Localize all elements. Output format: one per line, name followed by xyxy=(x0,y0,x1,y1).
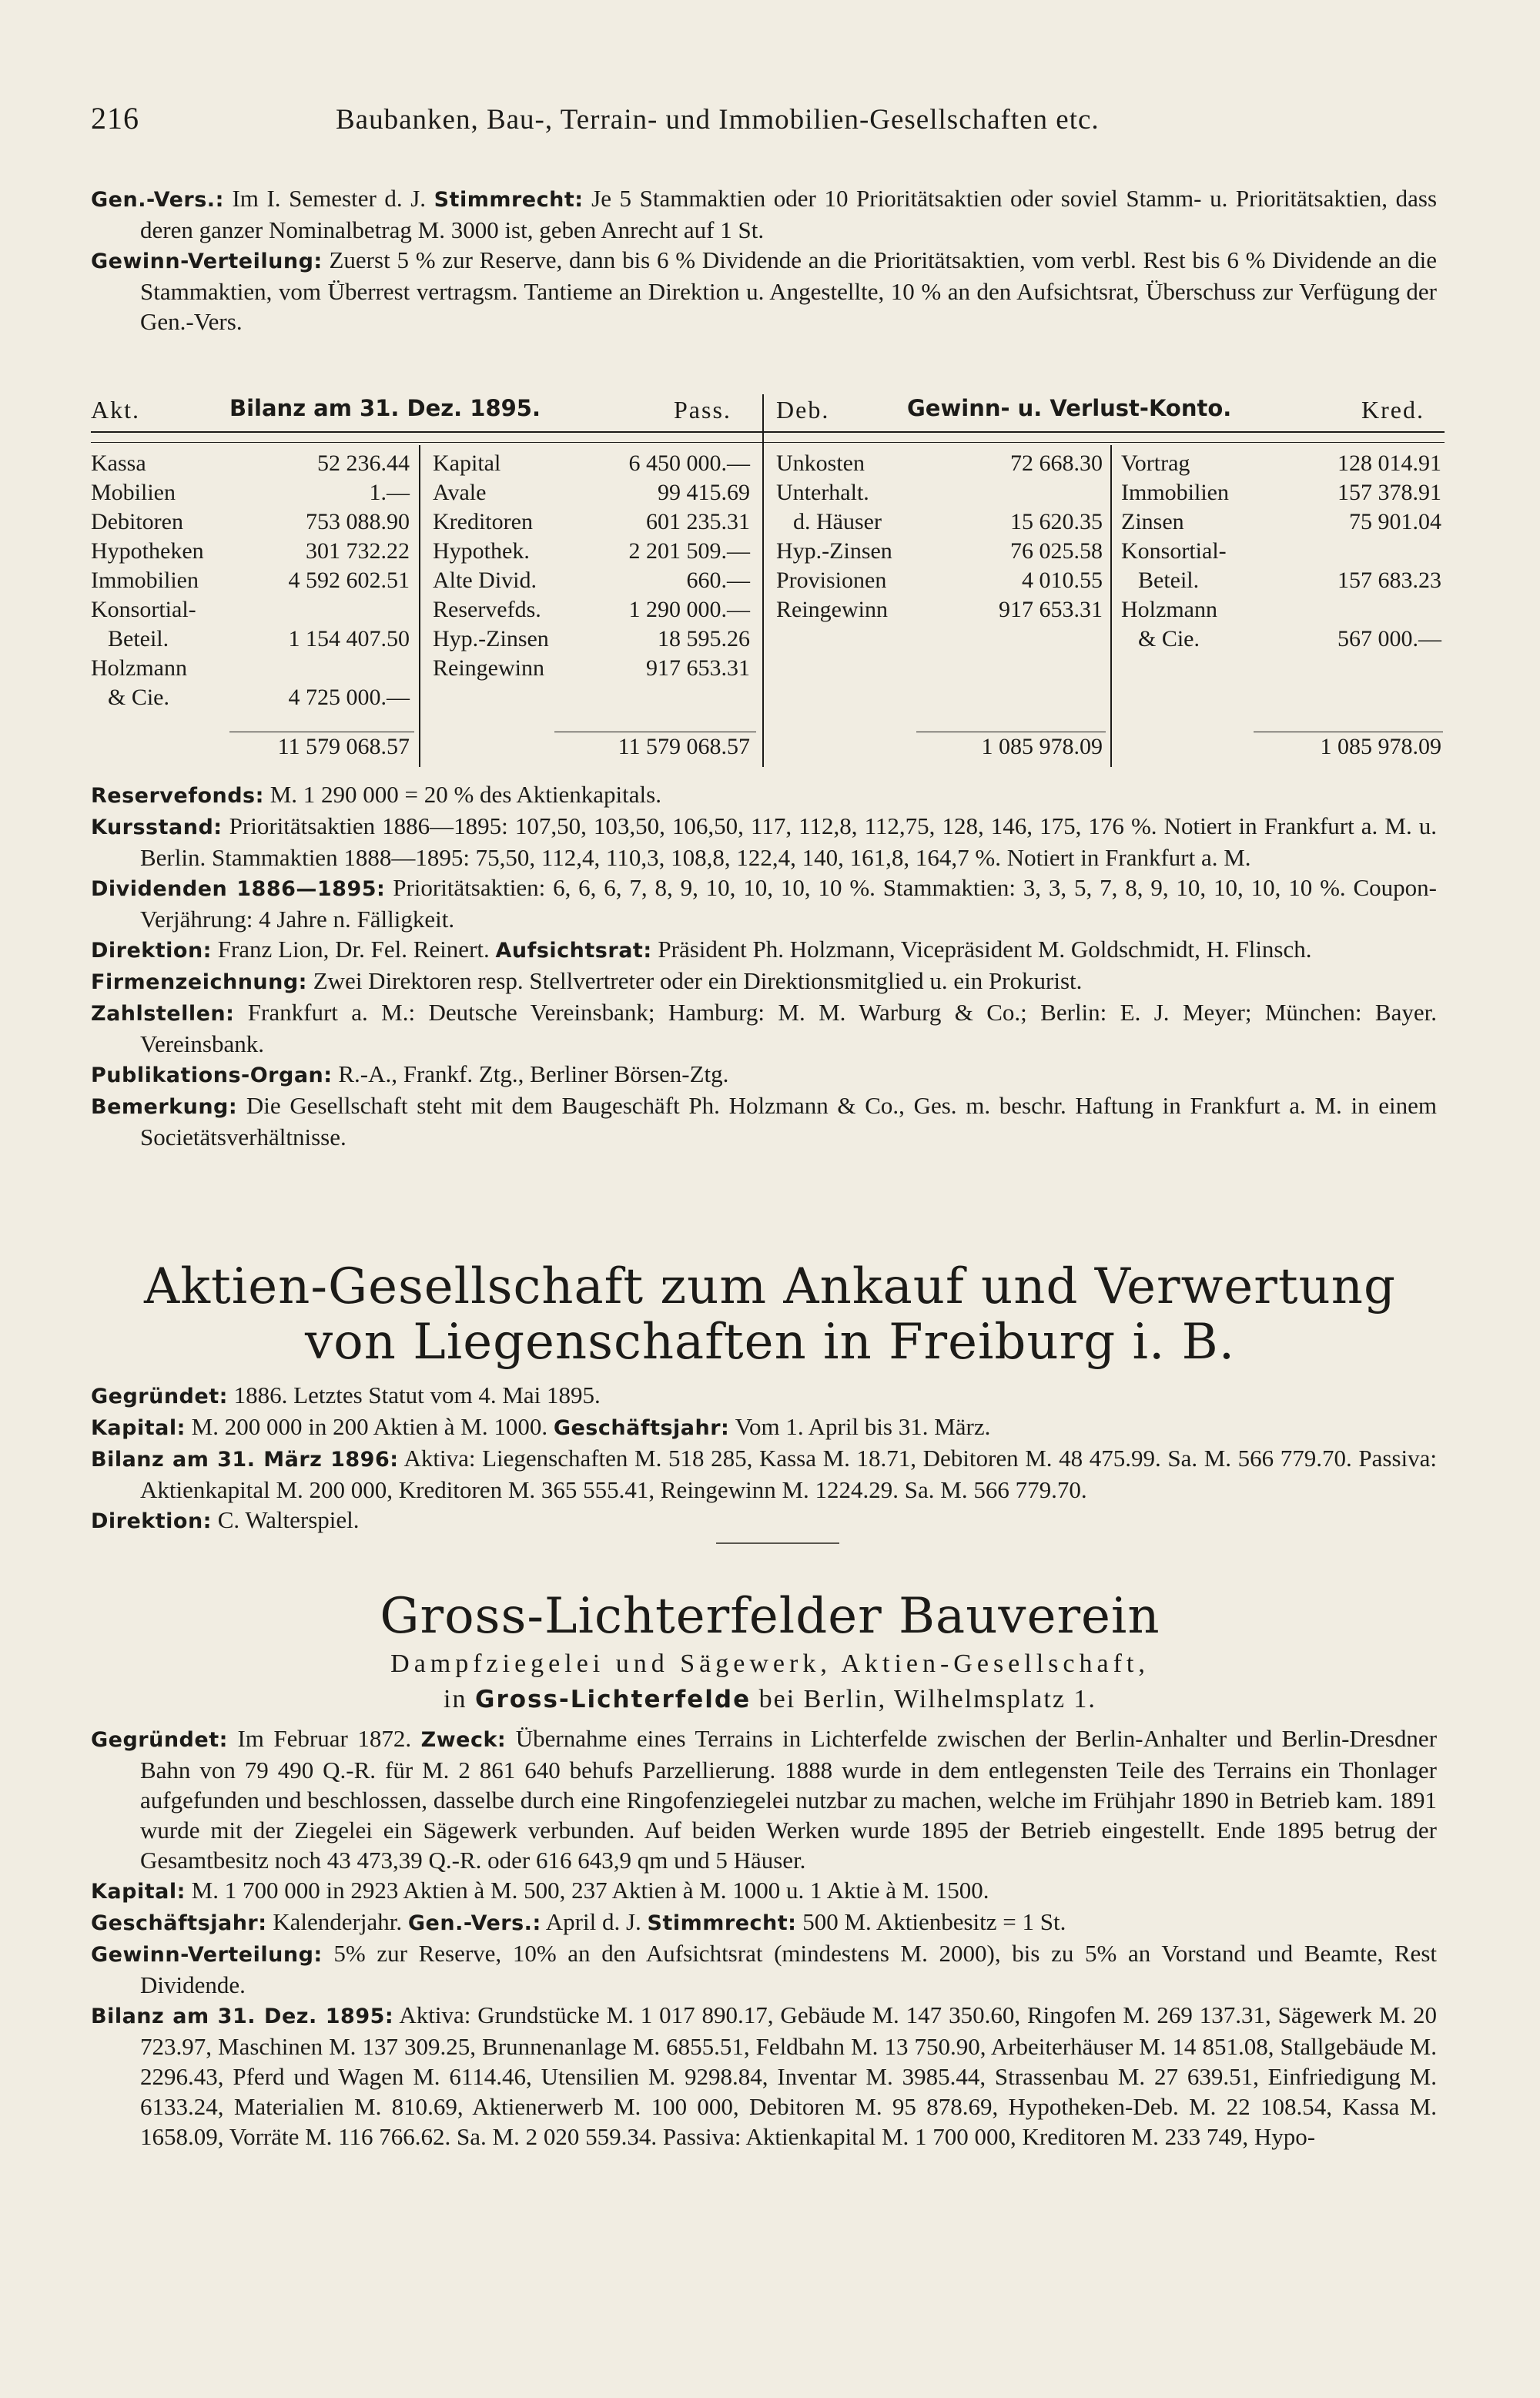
table-top-rule-2 xyxy=(91,442,1445,443)
passiva-row-value: 660.— xyxy=(686,568,750,593)
running-title: Baubanken, Bau-, Terrain- und Immobilien-Gesellschaften etc. xyxy=(336,104,1100,136)
direktion-label: Direktion: xyxy=(91,939,212,963)
debet-row-label: Provisionen xyxy=(776,568,887,593)
kredit-row-label: Immobilien xyxy=(1121,480,1229,505)
kredit-row-value: 157 683.23 xyxy=(1337,568,1441,593)
section3-subtitle2-pre: in xyxy=(444,1685,467,1713)
passiva-row-label: Reingewinn xyxy=(433,655,544,681)
s2-kapital-text: M. 200 000 in 200 Aktien à M. 1000. xyxy=(191,1413,548,1440)
s3-kapital-label: Kapital: xyxy=(91,1880,186,1904)
s2-bilanz-label: Bilanz am 31. März 1896: xyxy=(91,1448,399,1472)
genvers-label: Gen.-Vers.: xyxy=(91,188,224,212)
passiva-row-value: 1 290 000.— xyxy=(628,597,750,622)
aktiva-row-label: & Cie. xyxy=(108,685,169,710)
firmen-paragraph xyxy=(91,966,1437,997)
stimmrecht-text: Je 5 Stammaktien oder 10 Prioritätsaktien oder soviel Stamm- u. Prioritätsaktien, dass deren ganzer Nominalbetrag M. 3000 ist, geben Anrecht auf 1 St. xyxy=(140,185,1438,243)
bemerkung-label: Bemerkung: xyxy=(91,1095,238,1119)
firmen-label: Firmenzeichnung: xyxy=(91,970,307,994)
aktiva-row-label: Hypotheken xyxy=(91,538,204,564)
s3-gj-text: Kalenderjahr. xyxy=(273,1908,403,1935)
guv-divider xyxy=(1110,445,1112,767)
kredit-row-label: Konsortial- xyxy=(1121,538,1227,564)
publikations-text: R.-A., Frankf. Ztg., Berliner Börsen-Ztg. xyxy=(338,1060,729,1087)
kredit-row-value: 75 901.04 xyxy=(1349,509,1441,534)
aktiva-row-value: 4 592 602.51 xyxy=(288,568,410,593)
zahlstellen-paragraph xyxy=(91,997,1437,1059)
aktiva-row-label: Holzmann xyxy=(91,655,187,681)
aktiva-row-value: 1.— xyxy=(369,480,410,505)
aktiva-total: 11 579 068.57 xyxy=(277,734,410,759)
s2-gegruendet-paragraph xyxy=(91,1380,1437,1412)
gewinn-paragraph xyxy=(91,245,1437,337)
reservefonds-paragraph xyxy=(91,779,1437,811)
s3-bilanz-paragraph xyxy=(91,2000,1437,2152)
passiva-row-label: Hypothek. xyxy=(433,538,530,564)
kredit-row-value: 567 000.— xyxy=(1337,626,1441,651)
s3-gewinn-label: Gewinn-Verteilung: xyxy=(91,1943,323,1967)
s3-gewinn-text: 5% zur Reserve, 10% an den Aufsichtsrat (mindestens M. 2000), bis zu 5% an Vorstand und Beamte, Rest Dividende. xyxy=(140,1940,1437,1998)
s2-kapital-paragraph xyxy=(91,1412,1437,1443)
section3-title: Gross-Lichterfelder Bauverein xyxy=(380,1588,1160,1645)
s3-gj-label: Geschäftsjahr: xyxy=(91,1911,267,1935)
passiva-row-value: 99 415.69 xyxy=(658,480,750,505)
s2-direktion-paragraph xyxy=(91,1505,1437,1536)
akt-label: Akt. xyxy=(91,396,140,424)
s3-bilanz-text: Aktiva: Grundstücke M. 1 017 890.17, Gebäude M. 147 350.60, Ringofen M. 269 137.31, Sägewerk M. 20 723.97, Maschinen M. 137 309.25, Brunnenanlage M. 6855.51, Feldbahn M. 13 750.90, Arbeiterhäuser M. 14 851.08, Stallgebäude M. 2296.43, Pferd und Wagen M. 6114.46, Utensilien M. 9298.84, Inventar M. 3985.44, Strassenbau M. 27 639.51, Einfriedigung M. 6133.24, Materialien M. 810.69, Aktienerwerb M. 100 000, Debitoren M. 95 878.69, Hypotheken-Deb. M. 22 108.54, Kassa M. 1658.09, Vorräte M. 116 766.62. Sa. M. 2 020 559.34. Passiva: Aktienkapital M. 1 700 000, Kreditoren M. 233 749, Hypo- xyxy=(140,2001,1437,2150)
s3-gewinn-paragraph xyxy=(91,1938,1437,2000)
aktiva-row-label: Immobilien xyxy=(91,568,199,593)
zahlstellen-text: Frankfurt a. M.: Deutsche Vereinsbank; Hamburg: M. M. Warburg & Co.; Berlin: E. J. Meyer; München: Bayer. Vereinsbank. xyxy=(140,999,1437,1057)
passiva-row-label: Alte Divid. xyxy=(433,568,537,593)
passiva-row-label: Kreditoren xyxy=(433,509,533,534)
kursstand-label: Kursstand: xyxy=(91,816,223,839)
firmen-text: Zwei Direktoren resp. Stellvertreter oder ein Direktionsmitglied u. ein Prokurist. xyxy=(313,967,1083,994)
kredit-row-label: Vortrag xyxy=(1121,450,1190,476)
s3-kapital-paragraph xyxy=(91,1875,1437,1907)
section3-subtitle1: Dampfziegelei und Sägewerk, Aktien-Gesellschaft, xyxy=(390,1649,1150,1678)
debet-row-value: 15 620.35 xyxy=(1010,509,1103,534)
debet-row-label: d. Häuser xyxy=(793,509,882,534)
page-number: 216 xyxy=(91,101,139,136)
running-header xyxy=(91,100,1477,146)
section3-body xyxy=(91,1723,1437,2152)
s3-stimm-text: 500 M. Aktienbesitz = 1 St. xyxy=(802,1908,1066,1935)
s3-zweck-label: Zweck: xyxy=(420,1728,507,1752)
stimmrecht-label: Stimmrecht: xyxy=(434,188,584,212)
passiva-total: 11 579 068.57 xyxy=(618,734,750,759)
s3-genvers-text: April d. J. xyxy=(545,1908,641,1935)
passiva-row-label: Hyp.-Zinsen xyxy=(433,626,549,651)
gewinn-text: Zuerst 5 % zur Reserve, dann bis 6 % Dividende an die Prioritätsaktien, vom verbl. Rest bis 6 % Dividende an die Stammaktien, vom Überrest vertragsm. Tantieme an Direktion u. Angestellte, 10 % an den Aufsichtsrat, Überschuss zur Verfügung der Gen.-Vers. xyxy=(140,246,1438,335)
s2-gegruendet-text: 1886. Letztes Statut vom 4. Mai 1895. xyxy=(233,1382,601,1408)
aufsichtsrat-text: Präsident Ph. Holzmann, Vicepräsident M. Goldschmidt, H. Flinsch. xyxy=(658,936,1312,963)
deb-label: Deb. xyxy=(776,396,830,424)
s3-gegruendet-label: Gegründet: xyxy=(91,1728,228,1752)
aktiva-row-value: 4 725 000.— xyxy=(288,685,410,710)
debet-row-label: Hyp.-Zinsen xyxy=(776,538,892,564)
lower-paragraphs xyxy=(91,779,1437,1152)
section2-title-line2: von Liegenschaften in Freiburg i. B. xyxy=(304,1314,1236,1371)
passiva-row-value: 2 201 509.— xyxy=(628,538,750,564)
kredit-row-label: Holzmann xyxy=(1121,597,1217,622)
section2-title-line1: Aktien-Gesellschaft zum Ankauf und Verwertung xyxy=(144,1258,1396,1315)
s2-bilanz-paragraph xyxy=(91,1443,1437,1505)
s3-zweck-text: Übernahme eines Terrains in Lichterfelde zwischen der Berlin-Anhalter und Berlin-Dresdner Bahn von 79 490 Q.-R. für M. 2 861 640 behufs Parzellierung. 1888 wurde in dem entlegensten Teile des Terrains ein Thonlager aufgefunden und beschlossen, dasselbe durch eine Ringofenziegelei nutzbar zu machen, welche im Frühjahr 1890 in Betrieb kam. 1891 wurde mit der Ziegelei ein Sägewerk verbunden. Auf beiden Werken wurde 1895 der Betrieb eingestellt. Ende 1895 betrug der Gesamtbesitz noch 43 473,39 Q.-R. oder 616 643,9 qm und 5 Häuser. xyxy=(140,1725,1438,1874)
gewinn-label: Gewinn-Verteilung: xyxy=(91,250,323,273)
debet-row-label: Reingewinn xyxy=(776,597,888,622)
pass-label: Pass. xyxy=(674,396,732,424)
kredit-row-label: Beteil. xyxy=(1138,568,1200,593)
debet-row-value: 4 010.55 xyxy=(1022,568,1103,593)
bilanz-divider xyxy=(419,445,420,767)
s2-kapital-label: Kapital: xyxy=(91,1416,186,1440)
s3-kapital-text: M. 1 700 000 in 2923 Aktien à M. 500, 237 Aktien à M. 1000 u. 1 Aktie à M. 1500. xyxy=(191,1877,989,1904)
direktion-paragraph xyxy=(91,934,1437,966)
passiva-row-value: 6 450 000.— xyxy=(628,450,750,476)
s2-bilanz-text: Aktiva: Liegenschaften M. 518 285, Kassa M. 18.71, Debitoren M. 48 475.99. Sa. M. 566 779.70. Passiva: Aktienkapital M. 200 000, Kreditoren M. 365 555.41, Reingewinn M. 1224.29. Sa. M. 566 779.70. xyxy=(140,1445,1438,1503)
section3-subtitle2 xyxy=(0,1685,1540,1714)
dividenden-label: Dividenden 1886—1895: xyxy=(91,877,386,901)
genvers-text: Im I. Semester d. J. xyxy=(232,185,427,212)
s2-direktion-label: Direktion: xyxy=(91,1509,212,1533)
aktiva-row-label: Debitoren xyxy=(91,509,183,534)
passiva-row-label: Kapital xyxy=(433,450,501,476)
passiva-row-value: 601 235.31 xyxy=(646,509,750,534)
s2-direktion-text: C. Walterspiel. xyxy=(217,1506,360,1533)
zahlstellen-label: Zahlstellen: xyxy=(91,1002,235,1026)
debet-row-label: Unterhalt. xyxy=(776,480,869,505)
debet-row-value: 917 653.31 xyxy=(999,597,1103,622)
aktiva-row-value: 1 154 407.50 xyxy=(288,626,410,651)
bilanz-title: Bilanz am 31. Dez. 1895. xyxy=(229,395,541,421)
dividenden-text: Prioritätsaktien: 6, 6, 6, 7, 8, 9, 10, 10, 10, 10 %. Stammaktien: 3, 3, 5, 7, 8, 9, 10, 10, 10, 10 %. Coupon-Verjährung: 4 Jahre n. Fälligkeit. xyxy=(140,874,1438,933)
bemerkung-paragraph xyxy=(91,1090,1437,1152)
s3-gj-paragraph xyxy=(91,1907,1437,1938)
passiva-row-label: Avale xyxy=(433,480,487,505)
kredit-row-value: 157 378.91 xyxy=(1337,480,1441,505)
aktiva-row-label: Beteil. xyxy=(108,626,169,651)
passiva-row-value: 917 653.31 xyxy=(646,655,750,681)
s3-gegruendet-text: Im Februar 1872. xyxy=(237,1725,412,1752)
kursstand-text: Prioritätsaktien 1886—1895: 107,50, 103,50, 106,50, 117, 112,8, 112,75, 128, 146, 175, 176 %. Notiert in Frankfurt a. M. u. Berlin. Stammaktien 1888—1895: 75,50, 112,4, 110,3, 108,8, 122,4, 140, 161,8, 164,7 %. Notiert in Frankfurt a. M. xyxy=(140,812,1437,871)
reservefonds-text: M. 1 290 000 = 20 % des Aktienkapitals. xyxy=(270,781,661,808)
kursstand-paragraph xyxy=(91,811,1437,872)
guv-title: Gewinn- u. Verlust-Konto. xyxy=(907,395,1232,421)
kredit-row-label: Zinsen xyxy=(1121,509,1184,534)
table-divider-main xyxy=(762,394,764,767)
debet-row-value: 76 025.58 xyxy=(1010,538,1103,564)
section2-body xyxy=(91,1380,1437,1536)
debet-total: 1 085 978.09 xyxy=(981,734,1103,759)
section3-subtitle2-place: Gross-Lichterfelde xyxy=(475,1686,752,1713)
s2-gegruendet-label: Gegründet: xyxy=(91,1385,228,1408)
top-paragraphs xyxy=(91,183,1437,337)
table-top-rule xyxy=(91,431,1445,433)
s2-geschaeftsjahr-text: Vom 1. April bis 31. März. xyxy=(735,1413,991,1440)
aktiva-row-label: Konsortial- xyxy=(91,597,196,622)
kredit-row-label: & Cie. xyxy=(1138,626,1200,651)
publikations-label: Publikations-Organ: xyxy=(91,1063,333,1087)
aktiva-row-value: 301 732.22 xyxy=(306,538,410,564)
s3-gegruendet-paragraph xyxy=(91,1723,1437,1875)
section-separator-rule xyxy=(716,1542,839,1544)
s2-geschaeftsjahr-label: Geschäftsjahr: xyxy=(553,1416,730,1440)
s3-stimm-label: Stimmrecht: xyxy=(647,1911,797,1935)
aktiva-row-value: 52 236.44 xyxy=(317,450,410,476)
genvers-paragraph xyxy=(91,183,1437,245)
aktiva-row-value: 753 088.90 xyxy=(306,509,410,534)
passiva-row-value: 18 595.26 xyxy=(658,626,750,651)
debet-row-value: 72 668.30 xyxy=(1010,450,1103,476)
reservefonds-label: Reservefonds: xyxy=(91,784,264,808)
publikations-paragraph xyxy=(91,1059,1437,1090)
kredit-row-value: 128 014.91 xyxy=(1337,450,1441,476)
dividenden-paragraph xyxy=(91,872,1437,934)
s3-bilanz-label: Bilanz am 31. Dez. 1895: xyxy=(91,2004,394,2028)
s3-genvers-label: Gen.-Vers.: xyxy=(407,1911,541,1935)
passiva-row-label: Reservefds. xyxy=(433,597,541,622)
kred-label: Kred. xyxy=(1361,396,1424,424)
aktiva-row-label: Kassa xyxy=(91,450,146,476)
debet-row-label: Unkosten xyxy=(776,450,865,476)
section3-subtitle2-post: bei Berlin, Wilhelmsplatz 1. xyxy=(758,1685,1096,1713)
aktiva-row-label: Mobilien xyxy=(91,480,176,505)
bemerkung-text: Die Gesellschaft steht mit dem Baugeschäft Ph. Holzmann & Co., Ges. m. beschr. Haftung in Frankfurt a. M. in einem Societätsverhältnisse. xyxy=(140,1092,1437,1150)
aufsichtsrat-label: Aufsichtsrat: xyxy=(495,939,652,963)
kredit-total: 1 085 978.09 xyxy=(1320,734,1441,759)
direktion-text: Franz Lion, Dr. Fel. Reinert. xyxy=(217,936,490,963)
